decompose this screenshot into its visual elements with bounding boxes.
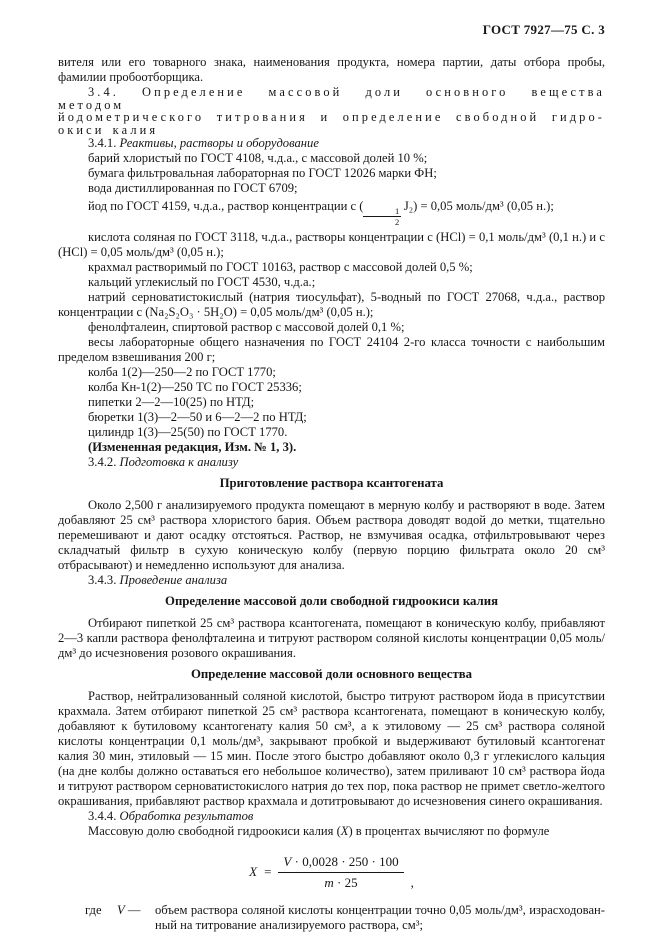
section-3-4-heading (58, 86, 605, 136)
subsection-number: 3.4.2. (88, 454, 117, 469)
formula-fraction (278, 854, 403, 891)
subsection-3-4-4 (58, 809, 605, 824)
reagent-item: колба 1(2)—250—2 по ГОСТ 1770; (88, 364, 276, 379)
subsection-number: 3.4.4. (88, 808, 117, 823)
reagent-item: кислота соляная по ГОСТ 3118, ч.д.а., растворы концентрации c (HCl) = 0,1 моль/дм³ (0,1 н.) и c (HCl) = 0,05 моль/дм³ (0,05 н.); (58, 229, 605, 259)
subsection-title: Реактивы, растворы и оборудование (119, 136, 319, 151)
section-3-4-heading-line2: йодометрического титрования и определение свободной гидро- (58, 110, 605, 125)
formula-numerator: V · 0,0028 · 250 · 100 (278, 854, 403, 873)
reagent-list (58, 151, 605, 439)
heading-free-koh: Определение массовой доли свободной гидроокиси калия (164, 593, 499, 608)
where-label: где (85, 902, 102, 917)
subsection-number: 3.4.1. (88, 136, 117, 151)
paragraph-xanthate-preparation: Около 2,500 г анализируемого продукта помещают в мерную колбу и растворяют в воде. Затем добавляют 25 см³ раствора хлористого бария. Объем раствора доводят водой до метки, тщательно перемешивают и дают осадку отстояться. Раствор, не взмучивая осадка, отфильтровывают через складчатый фильтр в сухую коническую колбу (первую порцию фильтрата около 20 см³ отбрасывают) и немедленно используют для анализа. (58, 497, 605, 572)
heading-xanthate-solution: Приготовление раствора ксантогената (219, 475, 444, 490)
reagent-item: йод по ГОСТ 4159, ч.д.а., раствор концентрации c ( $\frac{1}{2}$ J₂) = 0,05 моль/дм³ (0,05 н.); (88, 199, 554, 227)
formula-intro-pre: Массовую долю свободной гидроокиси калия ( (88, 823, 341, 838)
formula-equals: = (264, 864, 272, 880)
subsection-title: Подготовка к анализу (119, 454, 239, 469)
where-variable: V — (117, 902, 141, 917)
page-content (58, 22, 605, 933)
inline-fraction: $\frac{1}{2}$ (363, 207, 400, 226)
formula-lhs: X (249, 864, 258, 880)
subsection-3-4-2 (58, 455, 605, 470)
reagent-item: вода дистиллированная по ГОСТ 6709; (88, 181, 298, 196)
where-description: объем раствора соляной кислоты концентрации точно 0,05 моль/дм³, израсходованный на титрование анализируемого раствора, см³; (155, 902, 605, 932)
reagent-item: пипетки 2—2—10(25) по НТД; (88, 394, 255, 409)
reagent-item: барий хлористый по ГОСТ 4108, ч.д.а., с массовой долей 10 %; (88, 151, 428, 166)
paragraph-free-koh: Отбирают пипеткой 25 см³ раствора ксантогената, помещают в коническую колбу, прибавляют 2—3 капли раствора фенолфталеина и титруют раствором соляной кислоты концентрации 0,05 моль/дм³ до исчезновения розового окрашивания. (58, 615, 605, 660)
reagent-item: натрий серноватистокислый (натрия тиосульфат), 5-водный по ГОСТ 27068, ч.д.а., раствор концентрации c (Na₂S₂O₃ · 5H₂O) = 0,05 моль/дм³ (0,05 н.); (58, 289, 605, 319)
where-clause (85, 903, 605, 933)
section-3-4-heading-line1: 3.4. Определение массовой доли основного вещества методом (58, 85, 605, 112)
paragraph-main-substance: Раствор, нейтрализованный соляной кислотой, быстро титруют раствором йода в присутствии крахмала. Затем отбирают пипеткой 25 см³ раствора ксантогената, помещают в коническую колбу, добавляют к бутиловому ксантогенату калия 50 см³, а к этиловому — 25 см³ раствора соляной кислоты концентрации 0,1 моль/дм³, закрывают пробкой и выдерживают бутиловый ксантогенат калия 30 мин, этиловый — 15 мин. После этого быстро добавляют около 0,3 г углекислого кальция (на дне колбы должно оставаться его небольшое количество), затем приливают 10 см³ раствора йода и титруют раствором серноватистокислого натрия до тех пор, пока раствор не примет светло-желтого окрашивания, прибавляют раствор крахмала и дотитровывают до исчезновения синего окрашивания. (58, 688, 605, 808)
subsection-3-4-1 (58, 136, 605, 151)
subsection-3-4-3 (58, 573, 605, 588)
reagent-item: фенолфталеин, спиртовой раствор с массовой долей 0,1 %; (88, 319, 405, 334)
formula-intro (58, 824, 605, 839)
formula-denominator: m · 25 (324, 874, 358, 890)
amendment-note: (Измененная редакция, Изм. № 1, 3). (88, 439, 297, 454)
reagent-item: кальций углекислый по ГОСТ 4530, ч.д.а.; (88, 274, 316, 289)
intro-paragraph: вителя или его товарного знака, наименования продукта, номера партии, даты отбора пробы, фамилии пробоотборщика. (58, 55, 605, 84)
subsection-title: Проведение анализа (119, 572, 228, 587)
reagent-item: колба Кн-1(2)—250 ТС по ГОСТ 25336; (88, 379, 302, 394)
subsection-number: 3.4.3. (88, 572, 117, 587)
reagent-item: бюретки 1(3)—2—50 и 6—2—2 по НТД; (88, 409, 307, 424)
reagent-item: цилиндр 1(3)—25(50) по ГОСТ 1770. (88, 424, 288, 439)
reagent-item: весы лабораторные общего назначения по ГОСТ 24104 2-го класса точности с наибольшим пределом взвешивания 200 г; (58, 334, 605, 364)
page-header: ГОСТ 7927—75 С. 3 (482, 22, 605, 37)
reagent-item: крахмал растворимый по ГОСТ 10163, раствор с массовой долей 0,5 %; (88, 259, 473, 274)
subsection-title: Обработка результатов (119, 808, 254, 823)
formula-intro-post: ) в процентах вычисляют по формуле (348, 823, 550, 838)
formula-intro-var: X (340, 823, 349, 838)
formula-x (58, 854, 605, 891)
heading-main-substance: Определение массовой доли основного вещества (190, 666, 473, 681)
formula-comma: , (410, 874, 414, 890)
section-3-4-heading-line3: окиси калия (58, 122, 159, 137)
reagent-item: бумага фильтровальная лабораторная по ГОСТ 12026 марки ФН; (88, 166, 437, 181)
